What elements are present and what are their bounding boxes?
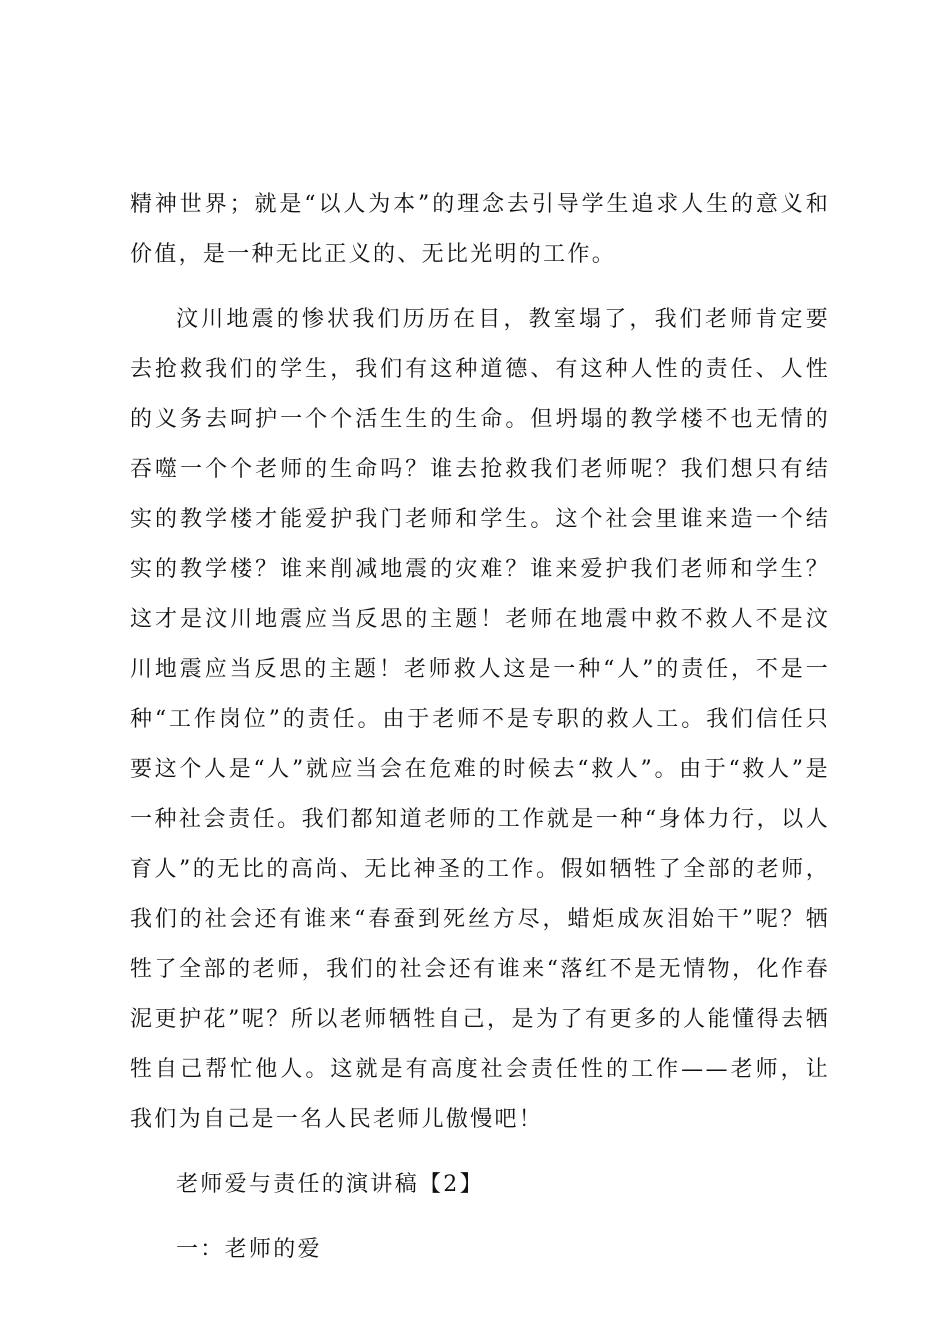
subsection-heading: 一：老师的爱: [176, 1237, 322, 1262]
section-heading: 老师爱与责任的演讲稿【2】: [176, 1172, 484, 1197]
paragraph-continuation: 精神世界；就是“以人为本”的理念去引导学生追求人生的意义和价值，是一种无比正义的、无比光明的工作。: [130, 192, 830, 267]
document-body: [130, 180, 830, 1275]
paragraph-wenchuan-earthquake: 汶川地震的惨状我们历历在目，教室塌了，我们老师肯定要去抢救我们的学生，我们有这种道德、有这种人性的责任、人性的义务去呵护一个个活生生的生命。但坍塌的教学楼不也无情的吞噬一个个老师的生命吗？谁去抢救我们老师呢？我们想只有结实的教学楼才能爱护我门老师和学生。这个社会里谁来造一个结实的教学楼？谁来削减地震的灾难？谁来爱护我们老师和学生？这才是汶川地震应当反思的主题！老师在地震中救不救人不是汶川地震应当反思的主题！老师救人这是一种“人”的责任，不是一种“工作岗位”的责任。由于老师不是专职的救人工。我们信任只要这个人是“人”就应当会在危难的时候去“救人”。由于“救人”是一种社会责任。我们都知道老师的工作就是一种“身体力行，以人育人”的无比的高尚、无比神圣的工作。假如牺牲了全部的老师，我们的社会还有谁来“春蚕到死丝方尽，蜡炬成灰泪始干”呢？牺牲了全部的老师，我们的社会还有谁来“落红不是无情物，化作春泥更护花”呢？所以老师牺牲自己，是为了有更多的人能懂得去牺牲自己帮忙他人。这就是有高度社会责任性的工作——老师，让我们为自己是一名人民老师儿傲慢吧！: [130, 307, 830, 1132]
